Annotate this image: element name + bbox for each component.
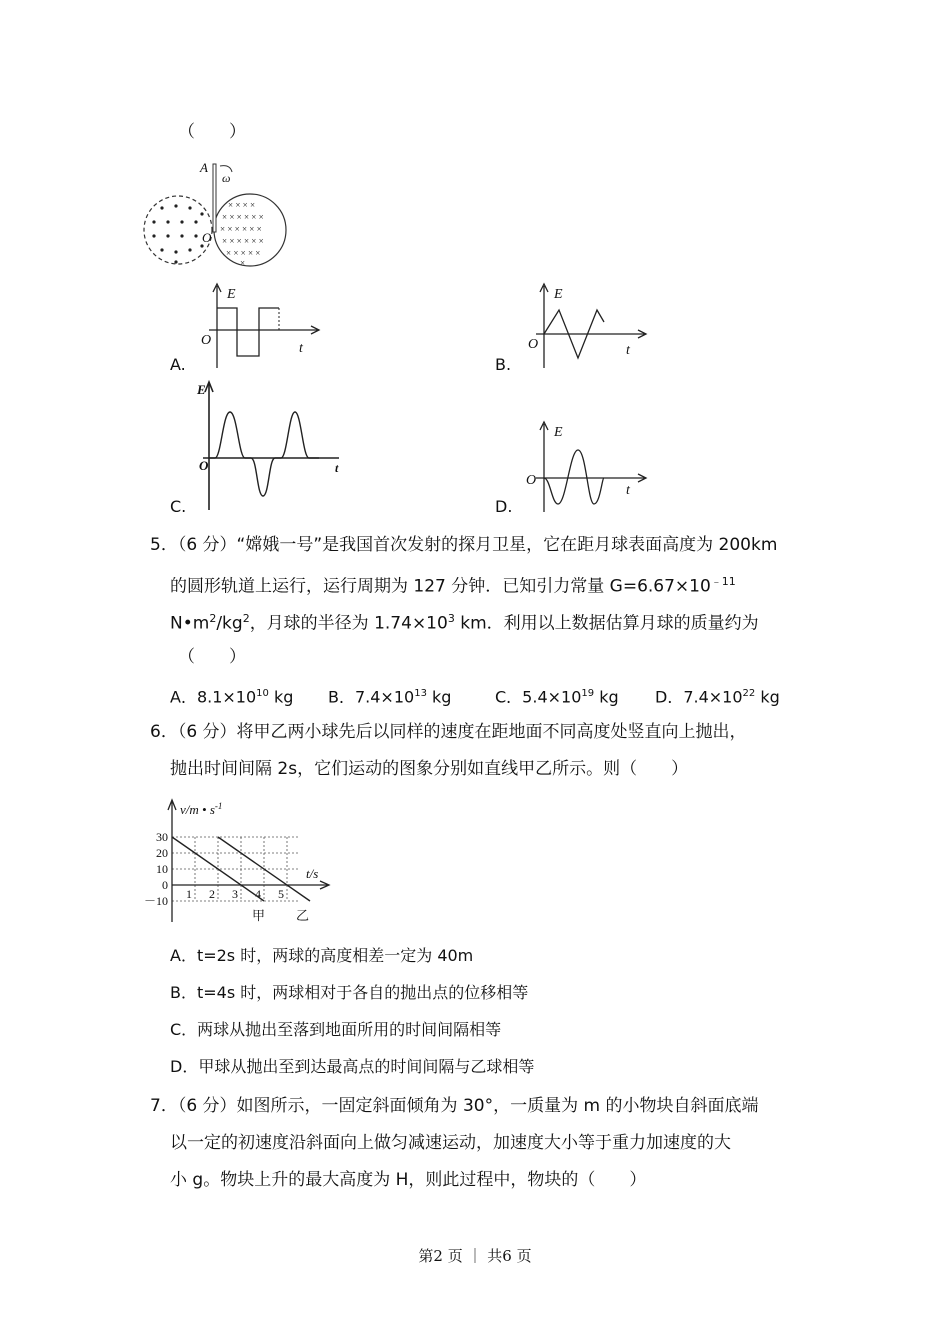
svg-text:×: × [240,258,246,268]
svg-text:ω: ω [222,171,231,185]
svg-text:t: t [299,341,303,356]
x-axis-label: t/s [306,866,319,881]
svg-text:× × × ×: × × × × [228,200,256,210]
q6-option-d: D．甲球从抛出至到达最高点的时间间隔与乙球相等 [170,1057,535,1076]
svg-text:O: O [201,333,212,348]
q4-option-d-letter: D. [495,497,513,516]
q4-option-d-graph [522,420,652,515]
svg-text:t: t [626,483,630,498]
y-tick-label: 10 [156,862,168,876]
svg-text:O: O [528,337,539,352]
field-crosses [220,200,264,268]
x-tick-label: 4 [255,887,261,901]
x-tick-label: 3 [232,887,238,901]
x-tick-label: 1 [186,887,192,901]
svg-text:× × × × × ×: × × × × × × [222,212,264,222]
q6-line2: 抛出时间间隔 2s，它们运动的图象分别如直线甲乙所示。则（ ） [170,759,689,779]
pulse-wave [209,412,319,496]
svg-text:E: E [554,425,563,440]
q6-option-c: C．两球从抛出至落到地面所用的时间间隔相等 [170,1020,502,1039]
q4-option-b-letter: B. [495,355,512,374]
q4-option-a-letter: A. [170,355,186,374]
q7-line1: 7．（6 分）如图所示，一固定斜面倾角为 30°，一质量为 m 的小物块自斜面底端 [150,1096,759,1116]
svg-text:t: t [335,461,339,475]
svg-text:E: E [554,287,563,302]
svg-text:× × × × × ×: × × × × × × [222,236,264,246]
q5-line3: $N•m^2/kg^2$，月球的半径为 $1.74\times 10^3$ km．利用以上数据估算月球的质量约为 [170,612,759,634]
q4-figure [140,158,300,273]
q7-line3: 小 g。物块上升的最大高度为 H，则此过程中，物块的（ ） [170,1170,647,1190]
svg-text:A: A [200,160,208,175]
q5-option-b: B．$7.4\times 10^{13}$ kg [328,687,452,707]
rotating-rod [213,164,216,232]
y-tick-label: 20 [156,846,168,860]
y-axis-label: v/m • $s^{-1}$ [180,801,223,817]
q4-option-c-graph [195,378,345,513]
x-tick-label: 2 [209,887,215,901]
svg-text:O: O [202,230,212,245]
svg-text:× × × × × ×: × × × × × × [220,224,262,234]
series-label-jia: 甲 [252,908,266,923]
field-dots [152,204,203,263]
q4-option-c-letter: C. [170,497,187,516]
q4-option-b-graph [522,282,652,372]
y-tick-label: 0 [162,878,168,892]
svg-text:t: t [626,343,630,358]
series-label-yi: 乙 [296,908,310,923]
x-tick-label: 5 [278,887,284,901]
q7-line2: 以一定的初速度沿斜面向上做匀减速运动，加速度大小等于重力加速度的大 [170,1133,731,1153]
svg-text:× × × × ×: × × × × × [226,248,261,258]
q5-option-d: D．$7.4\times 10^{22}$ kg [655,687,780,707]
page-footer: 第2 页 ｜ 共6 页 [418,1247,532,1265]
q6-option-b: B．t=4s 时，两球相对于各自的抛出点的位移相等 [170,983,529,1002]
q6-option-a: A．t=2s 时，两球的高度相差一定为 40m [170,946,474,965]
q5-option-a: A．$8.1\times 10^{10}$ kg [170,687,294,707]
svg-text:E: E [227,287,236,302]
svg-text:O: O [199,458,209,473]
q5-line1: 5．（6 分）“嫦娥一号”是我国首次发射的探月卫星，它在距月球表面高度为 200km [150,535,778,555]
y-tick-label: 30 [156,830,168,844]
q5-option-c: C．$5.4\times 10^{19}$ kg [495,687,619,707]
q4-paren: （ ） [178,122,246,142]
svg-text:O: O [526,473,537,488]
sine-wave [544,450,604,504]
square-wave [217,308,279,356]
q6-line1: 6．（6 分）将甲乙两小球先后以同样的速度在距地面不同高度处竖直向上抛出， [150,722,747,742]
q5-paren: （ ） [178,647,246,667]
q6-vt-graph [140,790,340,925]
svg-text:E: E [197,382,206,397]
q4-option-a-graph [195,282,325,372]
y-tick-label: －10 [143,894,168,908]
q5-line2: 的圆形轨道上运行，运行周期为 127 分钟．已知引力常量 $G=6.67\times 10^{﹣11}$ [170,575,736,597]
